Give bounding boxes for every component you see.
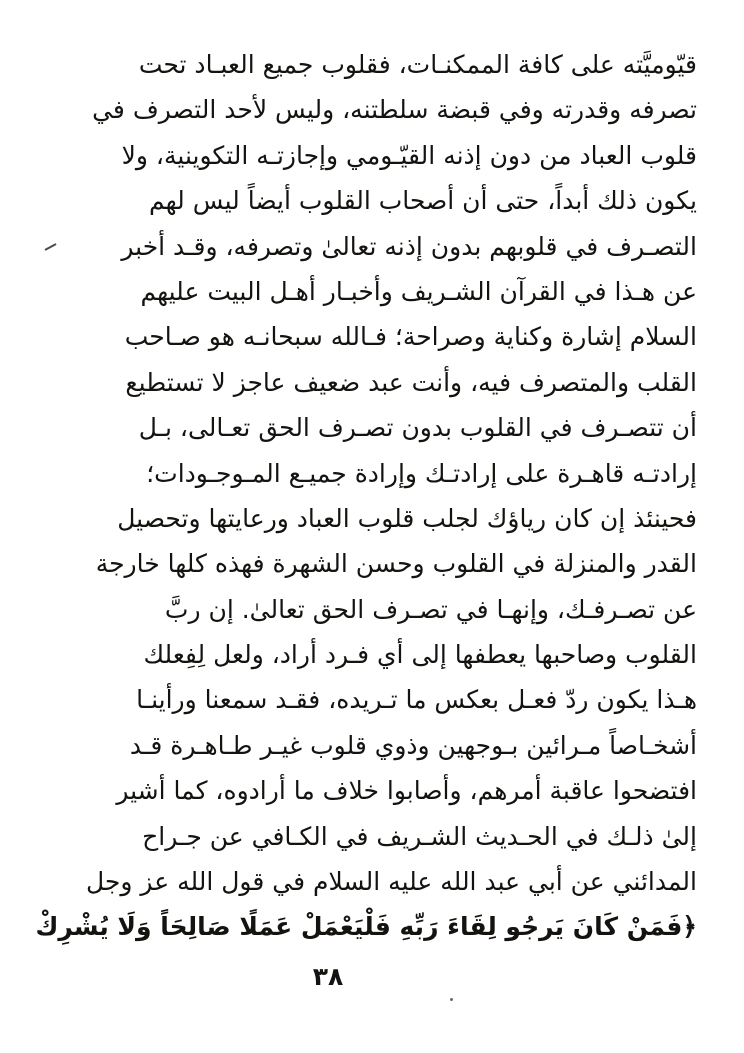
text-line: فحينئذ إن كان رياؤك لجلب قلوب العباد ورعايتها وتحصيل (117, 503, 697, 533)
quran-verse-line: ﴿فَمَنْ كَانَ يَرجُو لِقَاءَ رَبِّهِ فَلْيَعْمَلْ عَمَلًا صَالِحَاً وَلَا يُشْرِكْ (35, 912, 697, 942)
text-line: أن تتصـرف في القلوب بدون تصـرف الحق تعـالى، بـل (138, 413, 697, 443)
text-line: قلوب العباد من دون إذنه القيّـومي وإجازتـه التكوينية، ولا (121, 140, 697, 170)
text-line: عن هـذا في القرآن الشـريف وأخبـار أهـل البيت عليهم (140, 276, 697, 306)
text-line: القلب والمتصرف فيه، وأنت عبد ضعيف عاجز لا تستطيع (125, 367, 697, 397)
text-line: عن تصـرفـك، وإنهـا في تصـرف الحق تعالىٰ. إن ربَّ (164, 594, 697, 624)
scan-artifact-dot (450, 998, 453, 1001)
text-line: القلوب وصاحبها يعطفها إلى أي فـرد أراد، ولعل لِفِعلك (143, 640, 697, 670)
text-line: قيّوميَّته على كافة الممكنـات، فقلوب جميع العبـاد تحت (138, 50, 697, 79)
page-number: ٣٨ (312, 962, 344, 991)
text-line: هـذا يكون ردّ فعـل بعكس ما تـريده، فقـد سمعنا ورأينـا (136, 685, 697, 715)
text-line: السلام إشارة وكناية وصراحة؛ فـالله سبحانـه هو صـاحب (124, 322, 697, 352)
text-line: المدائني عن أبي عبد الله عليه السلام في قول الله عز وجل (86, 867, 697, 897)
text-line: افتضحوا عاقبة أمرهم، وأصابوا خلاف ما أرادوه، كما أشير (116, 776, 697, 806)
text-line: إرادتـه قاهـرة على إرادتـك وإرادة جميـع المـوجـودات؛ (146, 458, 697, 488)
text-line: التصـرف في قلوبهم بدون إذنه تعالىٰ وتصرفه، وقـد أخبر (121, 231, 697, 261)
page-text-block (35, 42, 697, 950)
text-line: يكون ذلك أبداً، حتى أن أصحاب القلوب أيضاً ليس لهم (149, 186, 697, 216)
text-line: تصرفه وقدرته وفي قبضة سلطتنه، وليس لأحد التصرف في (92, 95, 697, 125)
text-line: القدر والمنزلة في القلوب وحسن الشهرة فهذه كلها خارجة (95, 549, 697, 579)
text-line: أشخـاصاً مـرائين بـوجهين وذوي قلوب غيـر طـاهـرة قـد (129, 730, 697, 760)
text-line: إلىٰ ذلـك في الحـديث الشـريف في الكـافي عن جـراح (142, 821, 697, 851)
